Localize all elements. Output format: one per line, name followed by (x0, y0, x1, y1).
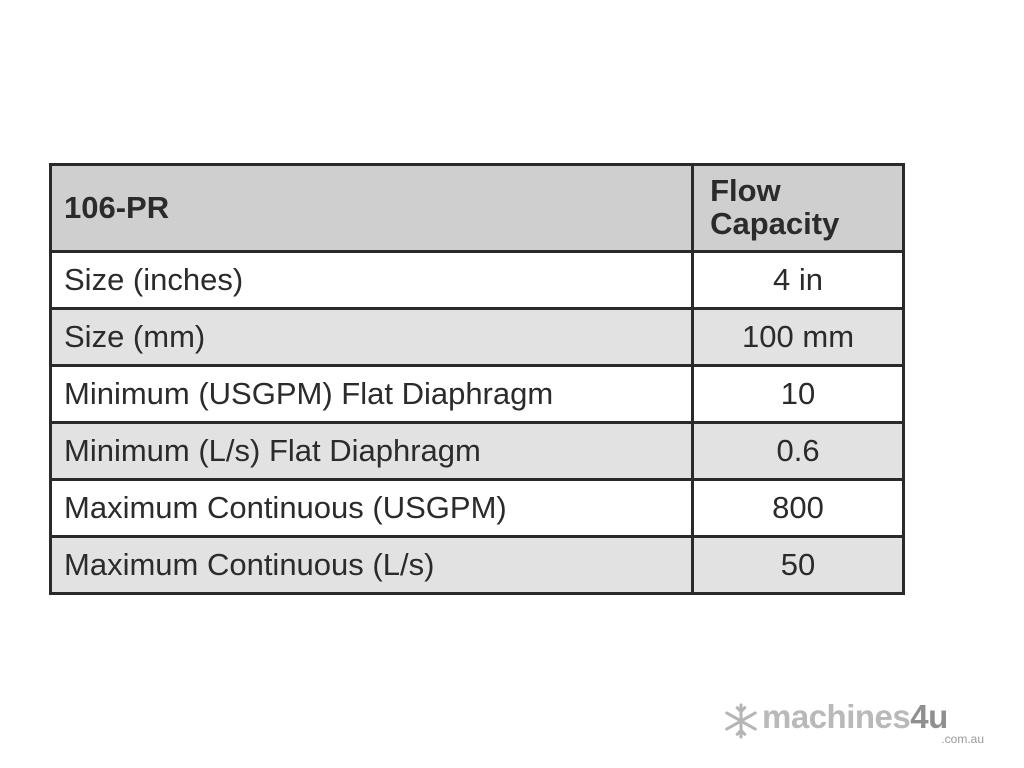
row-label: Size (mm) (51, 309, 693, 366)
row-label: Maximum Continuous (L/s) (51, 537, 693, 594)
flow-capacity-header (693, 165, 904, 252)
watermark-text (762, 700, 948, 733)
watermark-text-accent: 4u (910, 698, 948, 735)
table-header-row (51, 165, 904, 252)
flow-capacity-header-line1: Flow (710, 173, 781, 209)
row-value: 100 mm (693, 309, 904, 366)
flow-capacity-header-line2: Capacity (710, 206, 840, 241)
row-label: Maximum Continuous (USGPM) (51, 480, 693, 537)
spec-table (49, 163, 905, 595)
row-label: Minimum (USGPM) Flat Diaphragm (51, 366, 693, 423)
row-label: Size (inches) (51, 252, 693, 309)
watermark-logo (722, 700, 992, 748)
model-header: 106-PR (51, 165, 693, 252)
row-value: 10 (693, 366, 904, 423)
table-row (51, 252, 904, 309)
table-row (51, 480, 904, 537)
row-value: 800 (693, 480, 904, 537)
snowflake-icon (722, 702, 760, 740)
row-value: 50 (693, 537, 904, 594)
row-value: 0.6 (693, 423, 904, 480)
table-row (51, 366, 904, 423)
row-label: Minimum (L/s) Flat Diaphragm (51, 423, 693, 480)
table-row (51, 537, 904, 594)
table-row (51, 423, 904, 480)
watermark-text-main: machines (762, 698, 911, 735)
watermark-subtext: .com.au (941, 732, 984, 746)
row-value: 4 in (693, 252, 904, 309)
table-row (51, 309, 904, 366)
